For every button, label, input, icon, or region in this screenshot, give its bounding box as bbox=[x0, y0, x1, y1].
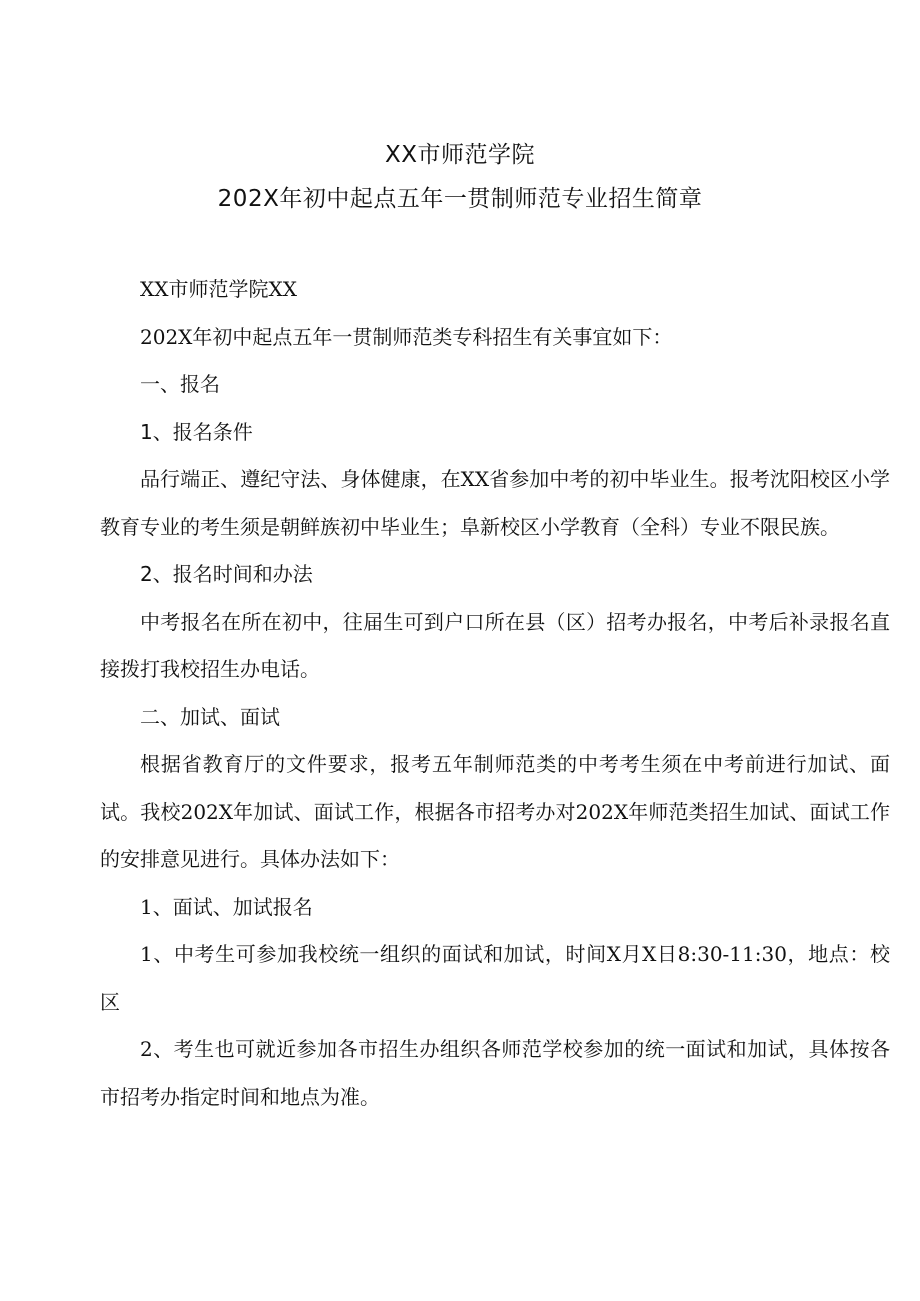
document-body bbox=[100, 266, 890, 1121]
subheading-registration-conditions: 1、报名条件 bbox=[140, 419, 253, 444]
document-title-line-1: XX市师范学院 bbox=[384, 142, 535, 168]
paragraph-exam-option-1: 1、中考生可参加我校统一组织的面试和加试，时间X月X日8:30-11:30，地点：校区 bbox=[100, 942, 890, 1014]
paragraph-intro: 202X年初中起点五年一贯制师范类专科招生有关事宜如下： bbox=[140, 324, 673, 349]
paragraph-registration-conditions: 品行端正、遵纪守法、身体健康，在XX省参加中考的初中毕业生。报考沈阳校区小学教育专业的考生须是朝鲜族初中毕业生；阜新校区小学教育（全科）专业不限民族。 bbox=[100, 467, 890, 539]
paragraph-exam-requirements: 根据省教育厅的文件要求，报考五年制师范类的中考考生须在中考前进行加试、面试。我校202X年加试、面试工作，根据各市招考办对202X年师范类招生加试、面试工作的安排意见进行。具体办法如下： bbox=[100, 752, 890, 871]
section-heading-registration: 一、报名 bbox=[140, 372, 220, 396]
paragraph-school-intro: XX市师范学院XX bbox=[140, 277, 297, 301]
document-title-line-2: 202X年初中起点五年一贯制师范专业招生简章 bbox=[217, 186, 703, 212]
paragraph-registration-time-method: 中考报名在所在初中，往届生可到户口所在县（区）招考办报名，中考后补录报名直接拨打我校招生办电话。 bbox=[100, 609, 890, 681]
paragraph-exam-option-2: 2、考生也可就近参加各市招生办组织各师范学校参加的统一面试和加试，具体按各市招考办指定时间和地点为准。 bbox=[100, 1037, 890, 1109]
subheading-registration-time-method: 2、报名时间和办法 bbox=[140, 562, 313, 586]
subheading-exam-registration: 1、面试、加试报名 bbox=[140, 894, 313, 919]
section-heading-exams: 二、加试、面试 bbox=[140, 704, 280, 729]
